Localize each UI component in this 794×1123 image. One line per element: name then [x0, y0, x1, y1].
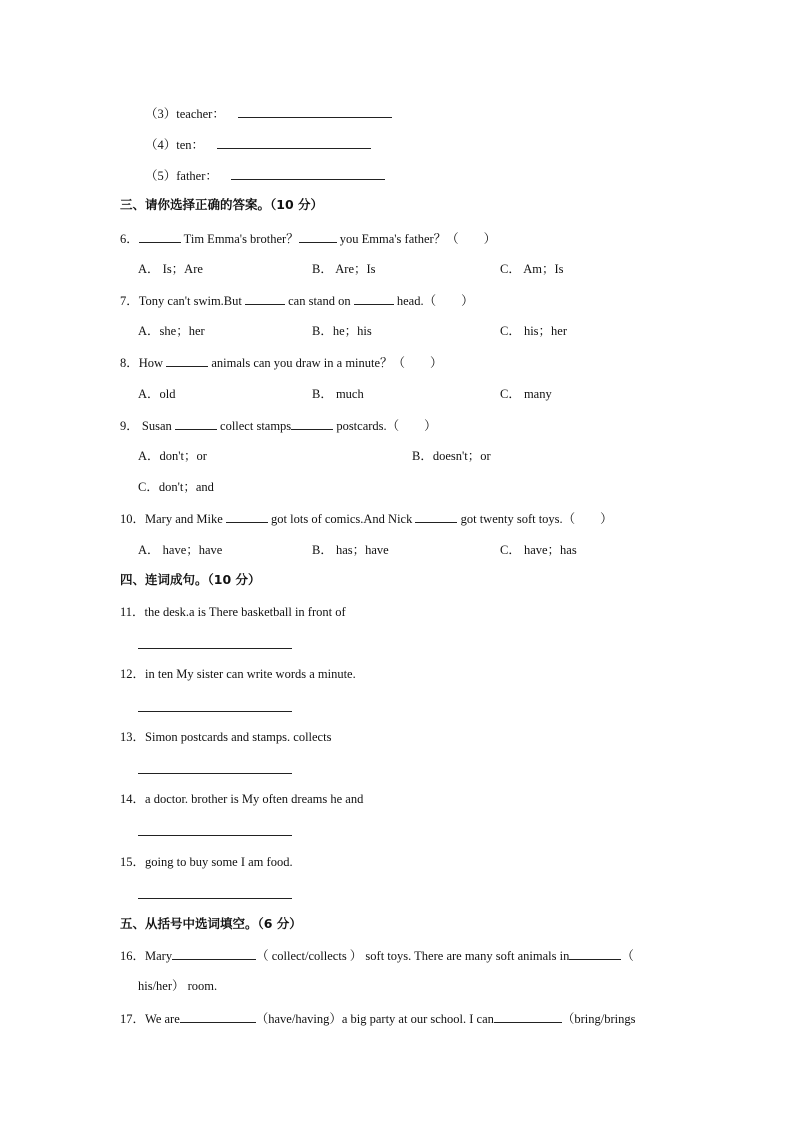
option-b[interactable]: B． has；have	[312, 543, 389, 557]
question-text: Tony can't swim.But	[138, 294, 245, 308]
option-a[interactable]: A． Is；Are	[138, 262, 203, 276]
sentence-answer-line[interactable]	[138, 711, 292, 712]
section-5-title: 五、从括号中选词填空。（6 分）	[120, 916, 302, 931]
option-b[interactable]: B． Are；Is	[312, 262, 376, 276]
vocab-label: （5）father：	[145, 169, 218, 183]
option-b[interactable]: B．doesn't；or	[412, 449, 491, 463]
question-number: 9．	[120, 419, 139, 433]
question-12	[120, 666, 356, 682]
scrambled-words: Simon postcards and stamps. collects	[145, 730, 332, 744]
vocab-answer-blank[interactable]	[231, 167, 385, 180]
question-9	[120, 417, 437, 434]
question-15	[120, 854, 293, 870]
question-text: （ collect/collects ） soft toys. There are many soft animals in	[256, 949, 570, 963]
answer-blank[interactable]	[172, 947, 256, 960]
question-text: postcards.（ ）	[333, 419, 437, 433]
answer-blank[interactable]	[166, 354, 208, 367]
question-13	[120, 729, 331, 745]
question-10	[120, 510, 613, 527]
question-16	[120, 947, 634, 964]
question-17	[120, 1010, 635, 1027]
question-text: （have/having）a big party at our school. I can	[255, 1012, 494, 1026]
question-number: 14．	[120, 792, 146, 806]
question-number: 17．	[120, 1012, 146, 1026]
question-text: collect stamps	[216, 419, 292, 433]
question-text: you Emma's father？（ ）	[336, 232, 497, 246]
scrambled-words: going to buy some I am food.	[145, 855, 293, 869]
section-4-title: 四、连词成句。（10 分）	[120, 572, 261, 587]
sentence-answer-line[interactable]	[138, 835, 292, 836]
option-b[interactable]: B．he；his	[312, 324, 372, 338]
question-text: Susan	[138, 419, 175, 433]
question-8	[120, 354, 443, 371]
question-number: 13．	[120, 730, 146, 744]
question-number: 8．	[120, 356, 139, 370]
section-3-title: 三、请你选择正确的答案。（10 分）	[120, 197, 323, 212]
option-c[interactable]: C． have；has	[500, 543, 577, 557]
sentence-answer-line[interactable]	[138, 773, 292, 774]
question-text: head.（ ）	[393, 294, 474, 308]
option-a[interactable]: A．don't；or	[138, 449, 207, 463]
sentence-answer-line[interactable]	[138, 648, 292, 649]
question-number: 10．	[120, 512, 146, 526]
answer-blank[interactable]	[175, 417, 217, 430]
option-c[interactable]: C． Am；Is	[500, 262, 564, 276]
question-text: got lots of comics.And Nick	[267, 512, 416, 526]
answer-blank[interactable]	[139, 230, 181, 243]
vocab-item-4	[145, 136, 371, 153]
question-7	[120, 292, 474, 309]
vocab-answer-blank[interactable]	[238, 105, 392, 118]
question-16-continued: his/her） room.	[138, 979, 218, 993]
question-number: 15．	[120, 855, 146, 869]
question-number: 6．	[120, 232, 139, 246]
question-text: Mary and Mike	[145, 512, 226, 526]
question-text: animals can you draw in a minute？（ ）	[208, 356, 443, 370]
answer-blank[interactable]	[226, 510, 268, 523]
sentence-answer-line[interactable]	[138, 898, 292, 899]
question-14	[120, 791, 363, 807]
option-c[interactable]: C．don't；and	[138, 480, 214, 494]
question-text: （bring/brings	[561, 1012, 636, 1026]
question-11	[120, 604, 346, 620]
option-b[interactable]: B． much	[312, 387, 364, 401]
question-number: 16．	[120, 949, 146, 963]
option-c[interactable]: C． many	[500, 387, 552, 401]
answer-blank[interactable]	[291, 417, 333, 430]
option-c[interactable]: C． his；her	[500, 324, 568, 338]
question-text: （	[621, 949, 634, 963]
scrambled-words: a doctor. brother is My often dreams he and	[145, 792, 364, 806]
vocab-label: （3）teacher：	[145, 107, 225, 121]
option-a[interactable]: A． have；have	[138, 543, 223, 557]
answer-blank[interactable]	[494, 1010, 562, 1023]
answer-blank[interactable]	[415, 510, 457, 523]
question-number: 11．	[120, 605, 145, 619]
question-number: 12．	[120, 667, 146, 681]
vocab-item-5	[145, 167, 385, 184]
scrambled-words: in ten My sister can write words a minute.	[145, 667, 356, 681]
question-text: got twenty soft toys.（ ）	[457, 512, 613, 526]
question-text: Mary	[145, 949, 173, 963]
question-6	[120, 230, 496, 247]
option-a[interactable]: A．old	[138, 387, 176, 401]
answer-blank[interactable]	[299, 230, 337, 243]
answer-blank[interactable]	[354, 292, 394, 305]
vocab-label: （4）ten：	[145, 138, 205, 152]
question-text: Tim Emma's brother？	[180, 232, 299, 246]
option-a[interactable]: A．she；her	[138, 324, 205, 338]
answer-blank[interactable]	[245, 292, 285, 305]
vocab-item-3	[145, 105, 392, 122]
answer-blank[interactable]	[569, 947, 621, 960]
answer-blank[interactable]	[180, 1010, 256, 1023]
question-text: can stand on	[285, 294, 354, 308]
scrambled-words: the desk.a is There basketball in front of	[144, 605, 346, 619]
question-number: 7．	[120, 294, 139, 308]
vocab-answer-blank[interactable]	[217, 136, 371, 149]
question-text: We are	[145, 1012, 180, 1026]
question-text: How	[138, 356, 167, 370]
